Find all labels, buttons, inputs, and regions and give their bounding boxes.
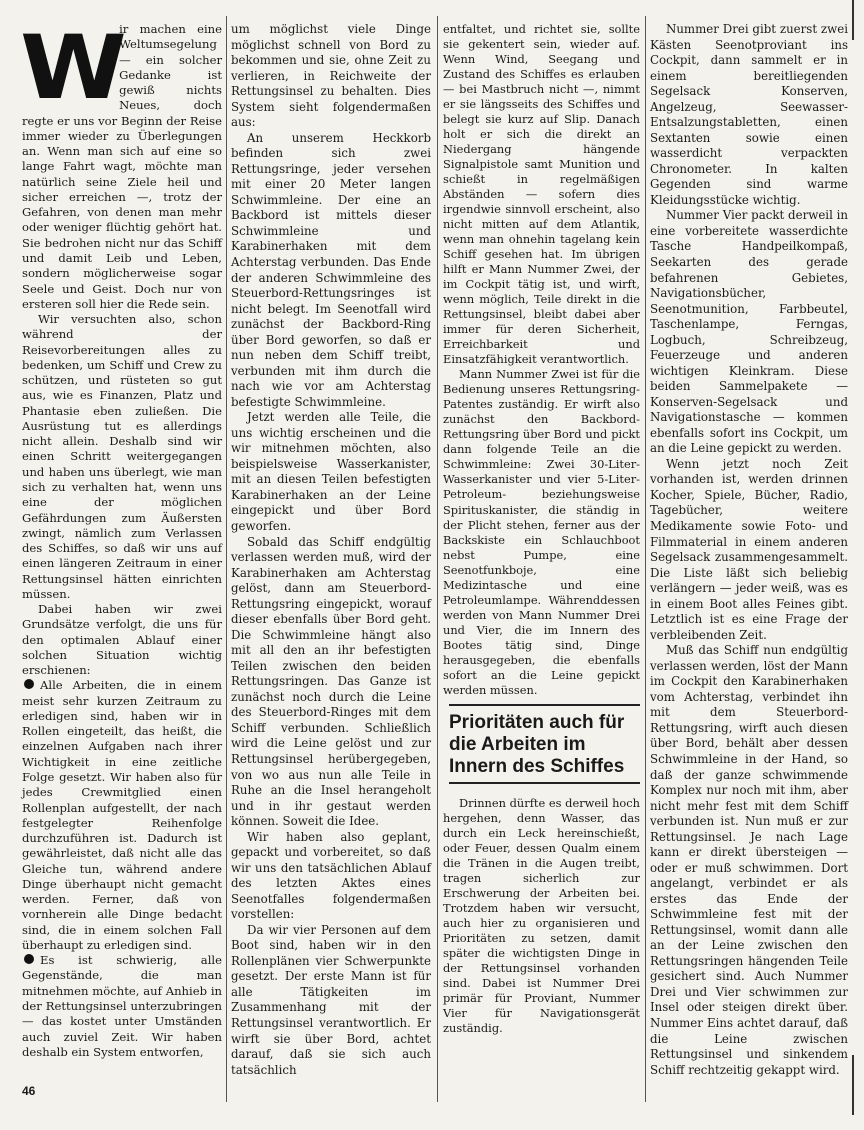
bullet-paragraph: Es ist schwierig, alle Gegenstände, die man mitnehmen möchte, auf Anhieb in der Rettungsinsel unterzubringen — das kostet unter Umständen auch zuviel Zeit. Wir haben deshalb ein System entworfen, xyxy=(22,953,222,1059)
paragraph: Jetzt werden alle Teile, die uns wichtig erscheinen und die wir mitnehmen möchten, also beispielsweise Wasserkanister, mit an diesen Teilen befestigten Karabinerhaken an der Leine eingepickt und über Bord geworfen. xyxy=(231,410,431,533)
dropcap: W xyxy=(20,16,123,119)
paragraph: Sobald das Schiff endgültig verlassen werden muß, wird der Karabinerhaken am Achterstag gelöst, dann am Steuerbord-Rettungsring eingepickt, worauf dieser ebenfalls über Bord geht. Die Schwimmleine hängt also mit all den an ihr befestigten Teilen zwischen den beiden Rettungsringen. Das Ganze ist zunächst noch durch die Leine des Steuerbord-Ringes mit dem Schiff verbunden. Schließlich wird die Leine gelöst und zur Rettungsinsel herübergegeben, von wo aus nun alle Teile in Ruhe an die Insel herangeholt und in ihr gestaut werden können. Soweit die Idee. xyxy=(231,534,431,829)
column-3 xyxy=(443,22,640,1036)
paragraph: entfaltet, und richtet sie, sollte sie gekentert sein, wieder auf. Wenn Wind, Seegang und Zustand des Schiffes es erlauben — bei Mastbruch nicht —, nimmt er sie längsseits des Schiffes und belegt sie kurz auf Slip. Danach holt er sich die direkt an Niedergang hängende Signalpistole samt Munition und schießt in regelmäßigen Abständen — sofern dies irgendwie sinnvoll erscheint, also nicht mitten auf dem Atlantik, wenn man ohnehin tagelang kein Schiff gesehen hat. Im übrigen hilft er Mann Nummer Zwei, der im Cockpit tätig ist, und wirft, wenn möglich, Teile direkt in die Rettungsinsel, bleibt dabei aber immer für deren Sicherheit, Erreichbarkeit und Einsatzfähigkeit verantwortlich. xyxy=(443,22,640,367)
column-divider xyxy=(226,16,227,1102)
paragraph: ir machen eine Weltumsegelung — ein solcher Gedanke ist gewiß nichts Neues, doch regte er uns vor Beginn der Reise immer wieder zu Überlegungen an. Wenn man sich auf eine so lange Fahrt wagt, möchte man natürlich seine Ziele heil und sicher erreichen —, trotz der Gefahren, von denen man mehr oder weniger flüchtig gehört hat. Sie bedrohen nicht nur das Schiff und damit Leib und Leben, sondern möglicherweise sogar Seele und Geist. Doch nur von ersteren soll hier die Rede sein. xyxy=(22,22,222,311)
paragraph: Nummer Drei gibt zuerst zwei Kästen Seenotproviant ins Cockpit, dann sammelt er in einem bereitliegenden Segelsack Konserven, Angelzeug, Seewasser-Entsalzungstabletten, einen Sextanten sowie einen wasserdicht verpackten Chronometer. In kalten Gegenden sind warme Kleidungsstücke wichtig. xyxy=(650,22,848,207)
bullet-paragraph: Alle Arbeiten, die in einem meist sehr kurzen Zeitraum zu erledigen sind, haben wir in Rollen eingeteilt, das heißt, die einzelnen Aufgaben nach ihrer Wichtigkeit in eine zeitliche Folge gesetzt. Wir haben also für jedes Crewmitglied einen Rollenplan aufgestellt, der nach festgelegter Reihenfolge durchzuführen ist. Dadurch ist gewährleistet, daß nicht alle das Gleiche tun, während andere Dinge überhaupt nicht gemacht werden. Ferner, daß von vornherein alle Dinge bedacht sind, die in einem solchen Fall überhaupt zu erledigen sind. xyxy=(22,678,222,952)
bullet-icon xyxy=(24,954,34,964)
paragraph: Wenn jetzt noch Zeit vorhanden ist, werden drinnen Kocher, Spiele, Bücher, Radio, Tagebücher, weitere Medikamente sowie Foto- und Filmmaterial in einem anderen Segelsack zusammengesammelt. Die Liste läßt sich beliebig verlängern — jeder weiß, was es in einem Boot alles Feines gibt. Letztlich ist es eine Frage der verbleibenden Zeit. xyxy=(650,456,848,642)
paragraph: Drinnen dürfte es derweil hoch hergehen, denn Wasser, das durch ein Leck hereinschießt, oder Feuer, dessen Qualm einem die Tränen in die Augen treibt, tragen sicherlich zur Erschwerung der Arbeiten bei. Trotzdem haben wir versucht, auch hier zu organisieren und Prioritäten zu setzen, damit später die wichtigsten Dinge in der Rettungsinsel vorhanden sind. Dabei ist Nummer Drei primär für Proviant, Nummer Vier für Navigationsgerät zuständig. xyxy=(443,795,640,1035)
scan-edge-mark xyxy=(852,0,854,40)
paragraph: An unserem Heckkorb befinden sich zwei Rettungsringe, jeder versehen mit einer 20 Meter langen Schwimmleine. Der eine an Backbord ist mittels dieser Schwimmleine und Karabinerhaken mit dem Achterstag verbunden. Das Ende der anderen Schwimmleine des Steuerbord-Rettungsringes ist nicht belegt. Im Seenotfall wird zunächst der Backbord-Ring über Bord geworfen, so daß er nun neben dem Schiff treibt, verbunden mit ihm durch die nach wie vor am Achterstag befestigte Schwimmleine. xyxy=(231,130,431,409)
column-2 xyxy=(231,22,431,1078)
paragraph: um möglichst viele Dinge möglichst schnell von Bord zu bekommen und sie, ohne Zeit zu verlieren, in Reichweite der Rettungsinsel zu behalten. Dies System sieht folgendermaßen aus: xyxy=(231,22,431,130)
paragraph: Wir versuchten also, schon während der Reisevorbereitungen alles zu bedenken, um Schiff und Crew zu schützen, und rüsteten so gut aus, wie es Finanzen, Platz und Phantasie eben zuließen. Die Ausrüstung tut es allerdings nicht allein. Deshalb sind wir einen Schritt weitergegangen und haben uns überlegt, wie man sich zu verhalten hat, wenn uns eine der möglichen Gefährdungen zum Äußersten zwingt, nämlich zum Verlassen des Schiffes, so daß wir uns auf einen längeren Zeitraum in einer Rettungsinsel hätten einrichten müssen. xyxy=(22,312,222,601)
paragraph: Mann Nummer Zwei ist für die Bedienung unseres Rettungsring-Patentes zuständig. Er wirft also zunächst den Backbord-Rettungsring über Bord und pickt dann folgende Teile an die Schwimmleine: Zwei 30-Liter-Wasserkanister und vier 5-Liter-Petroleum- beziehungsweise Spirituskanister, die ständig in der Plicht stehen, ferner aus der Backskiste ein Schlauchboot nebst Pumpe, eine Seenotfunkboje, eine Medizintasche und eine Petroleumlampe. Währenddessen werden von Mann Nummer Drei und Vier, die im Innern des Bootes tätig sind, Dinge herausgegeben, die ebenfalls sofort an die Leine gepickt werden müssen. xyxy=(443,367,640,697)
column-1 xyxy=(20,16,222,1060)
paragraph: Dabei haben wir zwei Grundsätze verfolgt, die uns für den optimalen Ablauf einer solchen Situation wichtig erschienen: xyxy=(22,602,222,678)
paragraph: Da wir vier Personen auf dem Boot sind, haben wir in den Rollenplänen vier Schwerpunkte gesetzt. Der erste Mann ist für alle Tätigkeiten im Zusammenhang mit der Rettungsinsel verantwortlich. Er wirft sie über Bord, achtet darauf, daß sie sich auch tatsächlich xyxy=(231,922,431,1077)
column-4 xyxy=(650,22,848,1078)
column-divider xyxy=(645,16,646,1102)
section-headline: Prioritäten auch für die Arbeiten im Innern des Schiffes xyxy=(449,704,640,784)
page-number: 46 xyxy=(22,1084,36,1098)
column-divider xyxy=(437,16,438,1102)
paragraph: Wir haben also geplant, gepackt und vorbereitet, so daß wir uns den tatsächlichen Ablauf des letzten Aktes eines Seenotfalles folgendermaßen vorstellen: xyxy=(231,829,431,922)
paragraph: Nummer Vier packt derweil in eine vorbereitete wasserdichte Tasche Handpeilkompaß, Seekarten des gerade befahrenen Gebietes, Navigationsbücher, Seenotmunition, Farbbeutel, Taschenlampe, Ferngas, Logbuch, Schreibzeug, Feuerzeuge und anderen wichtigen Kleinkram. Diese beiden Sammelpakete — Konserven-Segelsack und Navigationstasche — kommen ebenfalls sofort ins Cockpit, um an die Leine gepickt zu werden. xyxy=(650,208,848,456)
paragraph: Muß das Schiff nun endgültig verlassen werden, löst der Mann im Cockpit den Karabinerhaken vom Achterstag, verbindet ihn mit dem Steuerbord-Rettungsring, wirft auch diesen über Bord, behält aber dessen Schwimmleine in der Hand, so daß der ganze schwimmende Komplex nur noch mit ihm, aber nicht mehr fest mit dem Schiff verbunden ist. Nun muß er zur Rettungsinsel. Je nach Lage kann er direkt übersteigen — oder er muß schwimmen. Dort angelangt, verbindet er als erstes das Ende der Schwimmleine fest mit der Rettungsinsel, womit dann alle an der Leine zwischen den Rettungsringen hängenden Teile gesichert sind. Auch Nummer Drei und Vier schwimmen zur Insel oder steigen direkt über. Nummer Eins achtet darauf, daß die Leine zwischen Rettungsinsel und sinkendem Schiff rechtzeitig gekappt wird. xyxy=(650,643,848,1077)
scan-edge-mark xyxy=(852,1055,854,1115)
bullet-icon xyxy=(24,679,34,689)
